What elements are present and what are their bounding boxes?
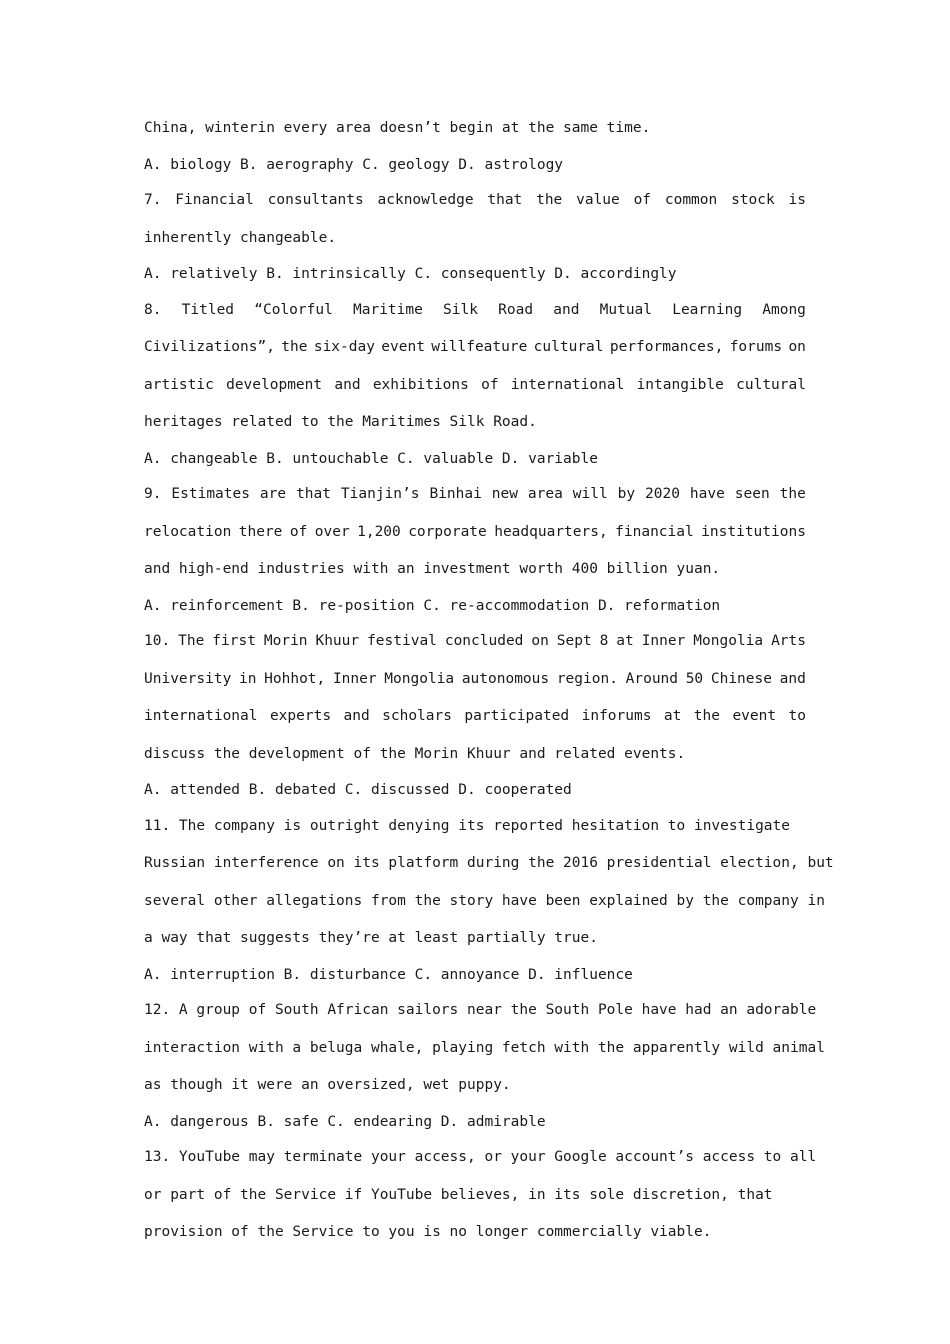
answer-choices: A. biology B. aerography C. geology D. astrology — [144, 156, 564, 173]
question-paragraph — [144, 808, 834, 958]
text-line: 10. The first Morin Khuur festival concluded on Sept 8 at Inner Mongolia Arts — [144, 633, 806, 649]
text-line: discuss the development of the Morin Khuur and related events. — [144, 745, 686, 762]
text-line: 12. A group of South African sailors near the South Pole have had an adorable — [144, 1002, 817, 1018]
text-line: heritages related to the Maritimes Silk Road. — [144, 414, 537, 430]
text-line: 11. The company is outright denying its reported hesitation to investigate — [144, 817, 791, 834]
text-line: University in Hohhot, Inner Mongolia autonomous region. Around 50 Chinese and — [144, 670, 806, 687]
text-line: China, winterin every area doesn’t begin at the same time. — [144, 120, 651, 136]
text-line: 9. Estimates are that Tianjin’s Binhai new area will by 2020 have seen the — [144, 486, 806, 502]
text-line: inherently changeable. — [144, 229, 337, 246]
text-line: international experts and scholars participated inforums at the event to — [144, 708, 806, 724]
text-line: 7. Financial consultants acknowledge that the value of common stock is — [144, 192, 806, 208]
text-line: interaction with a beluga whale, playing fetch with the apparently wild animal — [144, 1039, 825, 1056]
text-line: Civilizations”, the six-day event willfeature cultural performances, forums on — [144, 339, 806, 355]
text-line: 13. YouTube may terminate your access, or your Google account’s access to all — [144, 1149, 817, 1165]
text-line: several other allegations from the story have been explained by the company in — [144, 892, 825, 909]
text-line: provision of the Service to you is no longer commercially viable. — [144, 1224, 712, 1240]
text-line: a way that suggests they’re at least partially true. — [144, 930, 598, 946]
document-page — [144, 110, 834, 1252]
question-paragraph — [144, 292, 806, 442]
answer-choices: A. attended B. debated C. discussed D. cooperated — [144, 782, 572, 798]
text-line: or part of the Service if YouTube believes, in its sole discretion, that — [144, 1186, 773, 1203]
question-paragraph — [144, 992, 825, 1105]
text-line: as though it were an oversized, wet puppy. — [144, 1077, 511, 1093]
question-paragraph — [144, 476, 806, 589]
text-line: artistic development and exhibitions of international intangible cultural — [144, 376, 806, 393]
answer-choices: A. interruption B. disturbance C. annoyance D. influence — [144, 966, 633, 983]
question-paragraph — [144, 1139, 817, 1252]
answer-choices: A. changeable B. untouchable C. valuable D. variable — [144, 450, 598, 467]
text-line: Russian interference on its platform during the 2016 presidential election, but — [144, 855, 834, 871]
question-paragraph — [144, 182, 806, 257]
text-line: and high-end industries with an investment worth 400 billion yuan. — [144, 561, 721, 577]
text-line: 8. Titled “Colorful Maritime Silk Road and Mutual Learning Among — [144, 301, 806, 318]
question-paragraph — [144, 110, 806, 148]
text-line: relocation there of over 1,200 corporate headquarters, financial institutions — [144, 523, 806, 540]
question-paragraph — [144, 623, 806, 773]
answer-choices: A. dangerous B. safe C. endearing D. admirable — [144, 1113, 546, 1130]
answer-choices: A. relatively B. intrinsically C. consequently D. accordingly — [144, 266, 677, 282]
answer-choices: A. reinforcement B. re-position C. re-accommodation D. reformation — [144, 597, 721, 614]
